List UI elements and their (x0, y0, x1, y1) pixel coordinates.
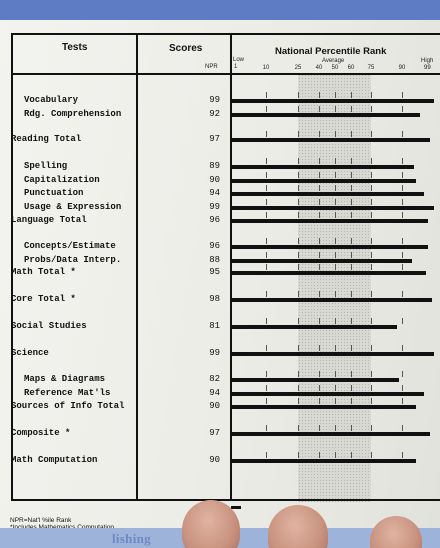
grid-tick-mark (402, 371, 403, 377)
percentile-bar (232, 352, 434, 356)
percentile-bar (232, 271, 426, 275)
grid-tick-mark (319, 371, 320, 377)
percentile-bar (232, 206, 434, 210)
grid-tick-mark (335, 185, 336, 191)
grid-tick-mark (371, 385, 372, 391)
npr-score: 88 (209, 255, 220, 265)
grid-tick-mark (351, 185, 352, 191)
grid-tick-mark (351, 264, 352, 270)
grid-tick-mark (335, 291, 336, 297)
grid-tick-mark (351, 425, 352, 431)
grid-tick-mark (298, 212, 299, 218)
grid-tick-mark (298, 345, 299, 351)
npr-score: 97 (209, 428, 220, 438)
test-name: Spelling (24, 161, 68, 171)
grid-tick-mark (319, 291, 320, 297)
npr-score: 98 (209, 294, 220, 304)
grid-tick-mark (298, 425, 299, 431)
percentile-bar (232, 259, 412, 263)
tests-header: Tests (62, 42, 88, 53)
grid-tick-mark (319, 398, 320, 404)
grid-tick-mark (402, 425, 403, 431)
percentile-bar (232, 298, 432, 302)
grid-tick-mark (266, 291, 267, 297)
grid-tick-mark (266, 371, 267, 377)
test-name: Concepts/Estimate (24, 241, 116, 251)
grid-tick-mark (298, 185, 299, 191)
grid-tick-mark (371, 264, 372, 270)
npr-score: 92 (209, 109, 220, 119)
grid-tick-mark (371, 252, 372, 258)
grid-tick-mark (351, 212, 352, 218)
test-name: Maps & Diagrams (24, 374, 106, 384)
percentile-bar (232, 179, 416, 183)
percentile-bar (232, 99, 434, 103)
grid-tick-mark (402, 212, 403, 218)
npr-score: 82 (209, 374, 220, 384)
grid-tick-mark (335, 252, 336, 258)
grid-tick-mark (266, 199, 267, 205)
percentile-bar (232, 378, 399, 382)
percentile-bar (232, 165, 414, 169)
scale-tick-label: 75 (367, 65, 375, 71)
grid-tick-mark (335, 106, 336, 112)
grid-tick-mark (402, 398, 403, 404)
test-name: Math Total * (11, 267, 76, 277)
test-name: Math Computation (11, 455, 98, 465)
percentile-bar (232, 459, 416, 463)
grid-tick-mark (351, 398, 352, 404)
grid-tick-mark (371, 172, 372, 178)
grid-tick-mark (351, 371, 352, 377)
grid-tick-mark (402, 131, 403, 137)
grid-tick-mark (266, 425, 267, 431)
grid-tick-mark (351, 172, 352, 178)
npr-score: 89 (209, 161, 220, 171)
grid-tick-mark (266, 452, 267, 458)
npr-score: 99 (209, 202, 220, 212)
grid-tick-mark (319, 199, 320, 205)
grid-tick-mark (402, 452, 403, 458)
grid-tick-mark (335, 398, 336, 404)
grid-tick-mark (335, 425, 336, 431)
grid-tick-mark (266, 318, 267, 324)
grid-tick-mark (319, 425, 320, 431)
test-name: Rdg. Comprehension (24, 109, 122, 119)
grid-tick-mark (335, 199, 336, 205)
grid-tick-mark (266, 345, 267, 351)
percentile-bar (232, 325, 397, 329)
percentile-bar (232, 405, 416, 409)
grid-tick-mark (371, 92, 372, 98)
grid-tick-mark (266, 158, 267, 164)
grid-tick-mark (319, 318, 320, 324)
grid-tick-mark (335, 92, 336, 98)
npr-score: 96 (209, 215, 220, 225)
grid-tick-mark (371, 158, 372, 164)
scale-tick-label: 90 (398, 65, 406, 71)
grid-tick-mark (319, 345, 320, 351)
grid-tick-mark (319, 172, 320, 178)
grid-tick-mark (266, 212, 267, 218)
grid-tick-mark (335, 318, 336, 324)
tests-column-divider (136, 33, 138, 501)
npr-score: 97 (209, 134, 220, 144)
percentile-bar (232, 392, 424, 396)
grid-tick-mark (351, 238, 352, 244)
grid-tick-mark (371, 199, 372, 205)
grid-tick-mark (319, 92, 320, 98)
grid-tick-mark (298, 452, 299, 458)
grid-tick-mark (335, 238, 336, 244)
test-name: Social Studies (11, 321, 87, 331)
grid-tick-mark (371, 398, 372, 404)
grid-tick-mark (335, 212, 336, 218)
grid-tick-mark (298, 371, 299, 377)
grid-tick-mark (298, 106, 299, 112)
grid-tick-mark (371, 185, 372, 191)
grid-tick-mark (371, 106, 372, 112)
grid-tick-mark (351, 345, 352, 351)
grid-tick-mark (319, 252, 320, 258)
scale-tick-label: 10 (262, 65, 270, 71)
npr-score: 95 (209, 267, 220, 277)
grid-tick-mark (298, 398, 299, 404)
grid-tick-mark (266, 185, 267, 191)
grid-tick-mark (402, 318, 403, 324)
grid-tick-mark (402, 106, 403, 112)
grid-tick-mark (402, 252, 403, 258)
grid-tick-mark (351, 158, 352, 164)
grid-tick-mark (319, 238, 320, 244)
grid-tick-mark (351, 106, 352, 112)
grid-tick-mark (402, 158, 403, 164)
grid-tick-mark (266, 92, 267, 98)
grid-tick-mark (319, 212, 320, 218)
scores-column-divider (230, 33, 232, 501)
npr-score: 96 (209, 241, 220, 251)
percentile-bar (232, 138, 430, 142)
percentile-bar (232, 113, 420, 117)
header-divider (11, 73, 440, 75)
grid-tick-mark (371, 345, 372, 351)
grid-tick-mark (351, 131, 352, 137)
low-label: Low (233, 57, 245, 63)
grid-tick-mark (266, 106, 267, 112)
test-name: Usage & Expression (24, 202, 122, 212)
footnote-npr: NPR=Nat'l %ile Rank (10, 517, 72, 524)
grid-tick-mark (402, 385, 403, 391)
test-name: Language Total (11, 215, 87, 225)
grid-tick-mark (298, 92, 299, 98)
grid-tick-mark (298, 291, 299, 297)
finger-middle (268, 505, 328, 548)
grid-tick-mark (319, 106, 320, 112)
grid-tick-mark (402, 238, 403, 244)
grid-tick-mark (335, 131, 336, 137)
test-name: Capitalization (24, 175, 100, 185)
grid-tick-mark (335, 385, 336, 391)
grid-tick-mark (266, 264, 267, 270)
grid-tick-mark (298, 252, 299, 258)
test-name: Probs/Data Interp. (24, 255, 122, 265)
grid-tick-mark (266, 252, 267, 258)
npr-score: 94 (209, 188, 220, 198)
percentile-bar (232, 219, 428, 223)
npr-score: 90 (209, 455, 220, 465)
high-value: 99 (424, 65, 431, 71)
npr-score: 94 (209, 388, 220, 398)
grid-tick-mark (298, 131, 299, 137)
grid-tick-mark (351, 452, 352, 458)
grid-tick-mark (402, 185, 403, 191)
grid-tick-mark (319, 185, 320, 191)
grid-tick-mark (335, 264, 336, 270)
grid-tick-mark (319, 264, 320, 270)
test-name: Vocabulary (24, 95, 79, 105)
grid-tick-mark (298, 318, 299, 324)
grid-tick-mark (351, 92, 352, 98)
npr-score: 90 (209, 401, 220, 411)
low-value: 1 (234, 64, 238, 70)
grid-tick-mark (402, 172, 403, 178)
grid-tick-mark (351, 385, 352, 391)
top-blue-stripe (0, 0, 440, 20)
grid-tick-mark (371, 238, 372, 244)
scale-tick-label: 60 (347, 65, 355, 71)
npr-score: 99 (209, 348, 220, 358)
grid-tick-mark (335, 452, 336, 458)
grid-tick-mark (402, 291, 403, 297)
grid-tick-mark (298, 385, 299, 391)
percentile-rank-title: National Percentile Rank (275, 46, 387, 57)
test-name: Composite * (11, 428, 71, 438)
grid-tick-mark (335, 172, 336, 178)
test-name: Reference Mat'ls (24, 388, 111, 398)
percentile-bar (232, 192, 424, 196)
grid-tick-mark (402, 199, 403, 205)
npr-score: 90 (209, 175, 220, 185)
grid-tick-mark (266, 238, 267, 244)
grid-tick-mark (319, 158, 320, 164)
grid-tick-mark (298, 172, 299, 178)
grid-tick-mark (402, 264, 403, 270)
grid-tick-mark (351, 199, 352, 205)
scale-tick-label: 25 (294, 65, 302, 71)
test-name: Reading Total (11, 134, 82, 144)
grid-tick-mark (298, 264, 299, 270)
banner-text: lishing (112, 531, 151, 546)
percentile-bar (232, 432, 430, 436)
grid-tick-mark (266, 398, 267, 404)
grid-tick-mark (351, 291, 352, 297)
scale-tick-label: 50 (331, 65, 339, 71)
grid-tick-mark (319, 131, 320, 137)
finger-right (370, 516, 422, 548)
grid-tick-mark (266, 172, 267, 178)
grid-tick-mark (351, 318, 352, 324)
grid-tick-mark (335, 345, 336, 351)
test-name: Punctuation (24, 188, 84, 198)
grid-tick-mark (335, 371, 336, 377)
grid-tick-mark (402, 345, 403, 351)
test-name: Science (11, 348, 49, 358)
grid-tick-mark (319, 452, 320, 458)
grid-tick-mark (371, 291, 372, 297)
grid-tick-mark (371, 318, 372, 324)
high-label: High (421, 58, 434, 64)
grid-tick-mark (335, 158, 336, 164)
grid-tick-mark (402, 92, 403, 98)
npr-score: 81 (209, 321, 220, 331)
grid-tick-mark (298, 238, 299, 244)
test-name: Sources of Info Total (11, 401, 125, 411)
scale-tick-label: 40 (315, 65, 323, 71)
grid-tick-mark (351, 252, 352, 258)
scores-header: Scores (169, 43, 203, 54)
grid-tick-mark (371, 425, 372, 431)
grid-tick-mark (371, 452, 372, 458)
legend-bar-swatch (231, 506, 241, 509)
grid-tick-mark (298, 199, 299, 205)
grid-tick-mark (298, 158, 299, 164)
percentile-bar (232, 245, 428, 249)
average-label: Average (322, 58, 345, 64)
grid-tick-mark (319, 385, 320, 391)
test-name: Core Total * (11, 294, 76, 304)
grid-tick-mark (266, 131, 267, 137)
grid-tick-mark (266, 385, 267, 391)
npr-column-label: NPR (205, 64, 218, 70)
grid-tick-mark (371, 212, 372, 218)
grid-tick-mark (371, 371, 372, 377)
grid-tick-mark (371, 131, 372, 137)
npr-score: 99 (209, 95, 220, 105)
